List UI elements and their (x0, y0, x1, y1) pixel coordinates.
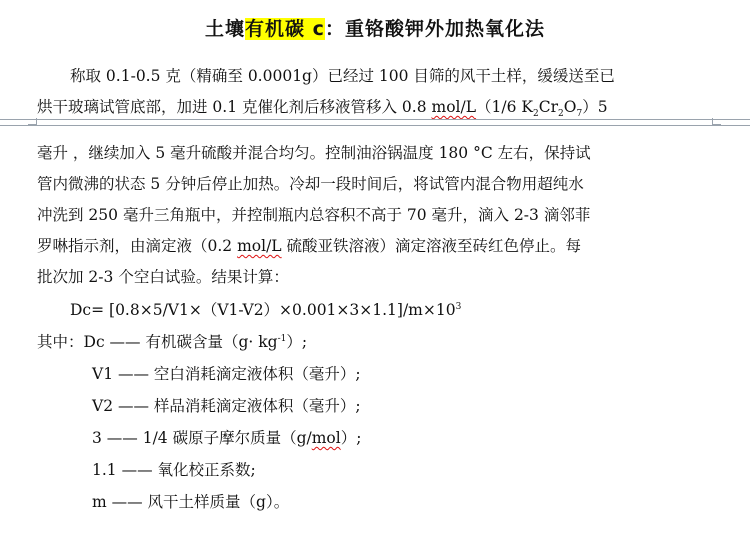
para2-line5: 批次加 2-3 个空白试验。结果计算： (37, 268, 289, 286)
def-3: 3 —— 1/4 碳原子摩尔质量（g/mol）; (92, 429, 362, 447)
title-post: ：重铬酸钾外加热氧化法 (324, 18, 545, 40)
title-highlight: 有机碳 c (245, 18, 325, 40)
formula: $Dc= [0.8\times 5/V1\times(V1-V2)\times 0.001\times 3\times 1.1]/m\times 10^3$ (70, 301, 462, 319)
para2-line3: 冲洗到 250 毫升三角瓶中，并控制瓶内总容积不高于 70 毫升，滴入 2-3 滴邻菲 (37, 206, 591, 224)
spell-mark: mol/L (237, 237, 282, 255)
def-v1: V1 —— 空白消耗滴定液体积（毫升）; (92, 365, 361, 383)
para1-line2: 烘干玻璃试管底部，加进 0.1 克催化剂后移液管移入 0.8 mol/L（1/6 $K_2Cr_2O_7)5$ (37, 98, 608, 120)
def-1-1: 1.1 —— 氧化校正系数; (92, 461, 256, 479)
title-pre: 土壤 (205, 18, 246, 40)
margin-mark (712, 118, 721, 125)
document-title (0, 14, 750, 41)
page-break-rule (0, 119, 750, 120)
para1-line1: 称取 0.1-0.5 克（精确至 0.0001g）已经过 100 目筛的风干土样，缓缓送至已 (70, 67, 615, 85)
def-dc: 其中：Dc —— 有机碳含量$(g\cdot kg^{-1})$; (37, 333, 308, 351)
spell-mark: mol/L (431, 98, 477, 116)
margin-mark (28, 118, 37, 125)
para2-line1: 毫升 ，继续加入 5 毫升硫酸并混合均匀。控制油浴锅温度 180 °C 左右，保持试 (37, 144, 591, 162)
page-break-rule (0, 125, 750, 126)
para2-line2: 管内微沸的状态 5 分钟后停止加热。冷却一段时间后，将试管内混合物用超纯水 (37, 175, 584, 193)
page-break (0, 117, 750, 131)
para2-line4: 罗啉指示剂，由滴定液（0.2 mol/L 硫酸亚铁溶液）滴定溶液至砖红色停止。每 (37, 237, 582, 255)
def-v2: V2 —— 样品消耗滴定液体积（毫升）; (92, 397, 361, 415)
spell-mark: mol (311, 429, 341, 447)
def-m: m —— 风干土样质量（g）。 (92, 493, 290, 511)
